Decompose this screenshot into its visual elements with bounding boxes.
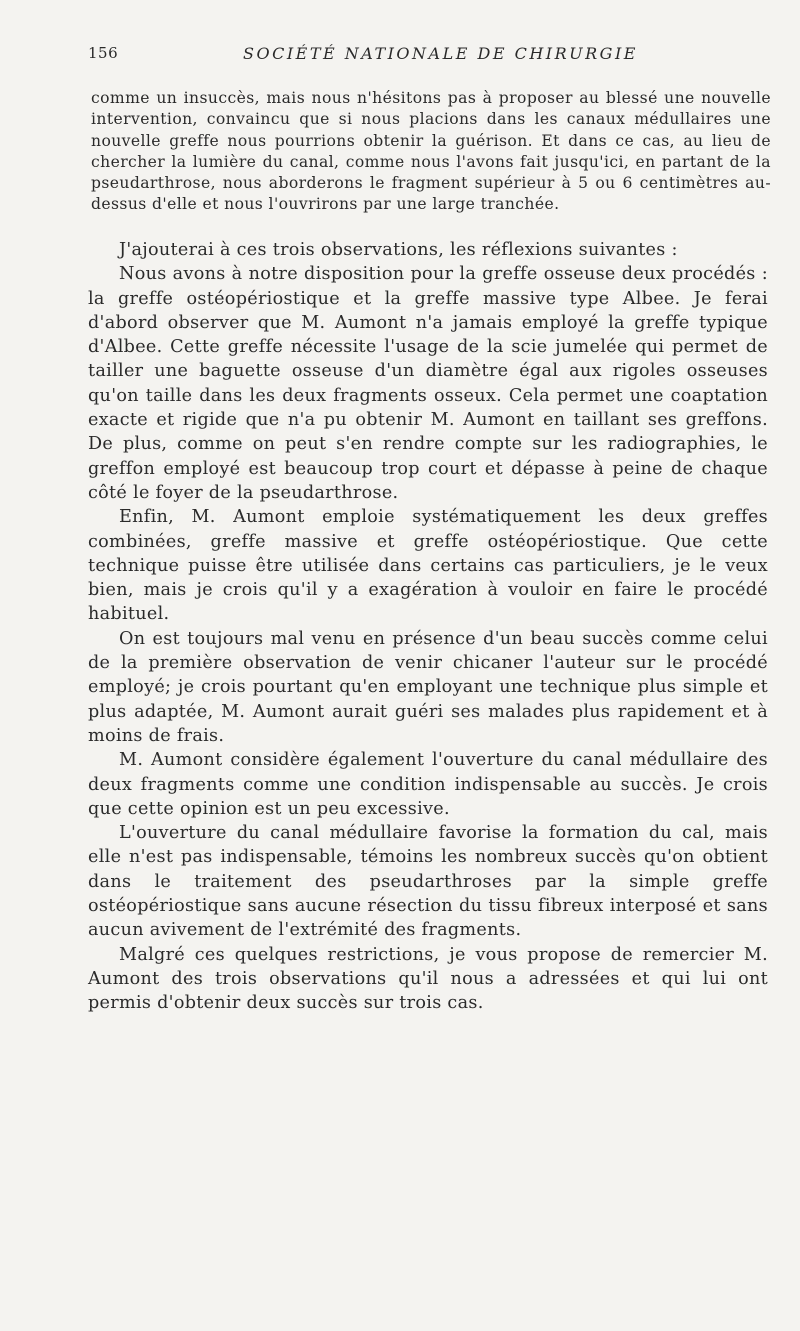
paragraph-intro: J'ajouterai à ces trois observations, les réflexions suivantes :: [119, 240, 678, 260]
paragraph-procedures: Nous avons à notre disposition pour la greffe osseuse deux procédés : la greffe ostéopériostique et la greffe massive type Albee. Je ferai d'abord observer que M. Aumont n'a jamais employé la greffe typique d'Albee. Cette greffe nécessite l'usage de la scie jumelée qui permet de tailler une baguette osseuse d'un diamètre égal aux rigoles osseuses qu'on taille dans les deux fragments osseux. Cela permet une coaptation exacte et rigide que n'a pu obtenir M. Aumont en taillant ses greffons. De plus, comme on peut s'en rendre compte sur les radiographies, le greffon employé est beaucoup trop court et dépasse à peine de chaque côté le foyer de la pseudarthrose.: [88, 264, 768, 503]
body-text: [88, 238, 768, 1016]
paragraph-medullary-canal: M. Aumont considère également l'ouverture du canal médullaire des deux fragments comme une condition indispensable au succès. Je crois que cette opinion est un peu excessive.: [88, 750, 768, 819]
header-title: SOCIÉTÉ NATIONALE DE CHIRURGIE: [243, 44, 638, 63]
running-header: [88, 44, 768, 66]
page-number: 156: [88, 44, 119, 62]
paragraph-success: On est toujours mal venu en présence d'un beau succès comme celui de la première observation de venir chicaner l'auteur sur le procédé employé; je crois pourtant qu'en employant une technique plus simple et plus adaptée, M. Aumont aurait guéri ses malades plus rapidement et à moins de frais.: [88, 628, 768, 746]
paragraph-combined-grafts: Enfin, M. Aumont emploie systématiquement les deux greffes combinées, greffe massive et greffe ostéopériostique. Que cette technique puisse être utilisée dans certains cas particuliers, je le veux bien, mais je crois qu'il y a exagération à vouloir en faire le procédé habituel.: [88, 507, 768, 625]
paragraph-opening: L'ouverture du canal médullaire favorise la formation du cal, mais elle n'est pas indispensable, témoins les nombreux succès qu'on obtient dans le traitement des pseudarthroses par la simple greffe ostéopériostique sans aucune résection du tissu fibreux interposé et sans aucun avivement de l'extrémité des fragments.: [88, 823, 768, 941]
paragraph-conclusion: Malgré ces quelques restrictions, je vous propose de remercier M. Aumont des trois observations qu'il nous a adressées et qui lui ont permis d'obtenir deux succès sur trois cas.: [88, 944, 768, 1014]
continued-paragraph: [91, 88, 771, 216]
small-paragraph: comme un insuccès, mais nous n'hésitons pas à proposer au blessé une nouvelle intervention, convaincu que si nous placions dans les canaux médullaires une nouvelle greffe nous pourrions obtenir la guérison. Et dans ce cas, au lieu de chercher la lumière du canal, comme nous l'avons fait jusqu'ici, en partant de la pseudarthrose, nous aborderons le fragment supérieur à 5 ou 6 centimètres au-dessus d'elle et nous l'ouvrirons par une large tranchée.: [91, 89, 771, 214]
